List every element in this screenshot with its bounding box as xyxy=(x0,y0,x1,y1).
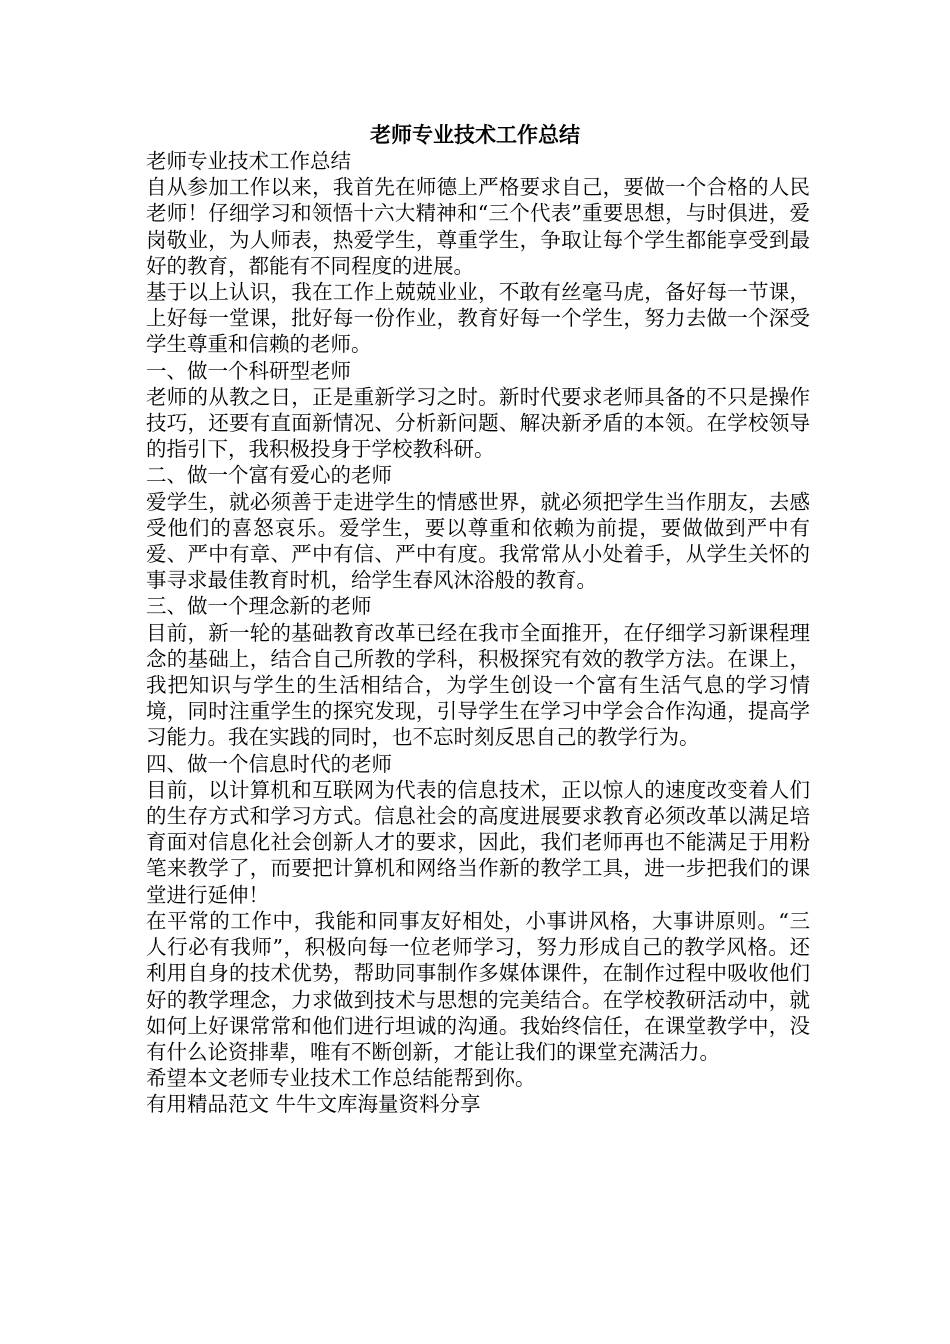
paragraph-closing: 希望本文老师专业技术工作总结能帮到你。 xyxy=(146,1066,536,1091)
section-heading-information-age: 四、做一个信息时代的老师 xyxy=(146,751,392,776)
paragraph-love: 爱学生，就必须善于走进学生的情感世界，就必须把学生当作朋友，去感受他们的喜怒哀乐。爱学生，要以尊重和依赖为前提，要做做到严中有爱、严中有章、严中有信、严中有度。我常常从小处着手，从学生关怀的事寻求最佳教育时机，给学生春风沐浴般的教育。 xyxy=(146,489,810,593)
paragraph-subtitle: 老师专业技术工作总结 xyxy=(146,149,351,173)
paragraph-attitude: 基于以上认识，我在工作上兢兢业业，不敢有丝毫马虎，备好每一节课，上好每一堂课，批好每一份作业，教育好每一个学生，努力去做一个深受学生尊重和信赖的老师。 xyxy=(146,280,810,357)
paragraph-intro: 自从参加工作以来，我首先在师德上严格要求自己，要做一个合格的人民老师！仔细学习和领悟十六大精神和“三个代表”重要思想，与时俱进，爱岗敬业，为人师表，热爱学生，尊重学生，争取让每个学生都能享受到最好的教育，都能有不同程度的进展。 xyxy=(146,175,810,278)
paragraph-colleagues: 在平常的工作中，我能和同事友好相处，小事讲风格，大事讲原则。“三人行必有我师”，积极向每一位老师学习，努力形成自己的教学风格。还利用自身的技术优势，帮助同事制作多媒体课件，在制作过程中吸收他们好的教学理念，力求做到技术与思想的完美结合。在学校教研活动中，就如何上好课常常和他们进行坦诚的沟通。我始终信任，在课堂教学中，没有什么论资排辈，唯有不断创新，才能让我们的课堂充满活力。 xyxy=(146,908,810,1064)
paragraph-information-age: 目前，以计算机和互联网为代表的信息技术，正以惊人的速度改变着人们的生存方式和学习方式。信息社会的高度进展要求教育必须改革以满足培育面对信息化社会创新人才的要求，因此，我们老师再也不能满足于用粉笔来教学了，而要把计算机和网络当作新的教学工具，进一步把我们的课堂进行延伸！ xyxy=(146,777,810,907)
document-title: 老师专业技术工作总结 xyxy=(370,122,580,147)
paragraph-research: 老师的从教之日，正是重新学习之时。新时代要求老师具备的不只是操作技巧，还要有直面新情况、分析新问题、解决新矛盾的本领。在学校领导的指引下，我积极投身于学校教科研。 xyxy=(146,384,810,462)
document-body xyxy=(146,148,810,1118)
section-heading-new-ideas: 三、做一个理念新的老师 xyxy=(146,594,372,619)
paragraph-new-ideas: 目前，新一轮的基础教育改革已经在我市全面推开，在仔细学习新课程理念的基础上，结合自己所教的学科，积极探究有效的教学方法。在课上，我把知识与学生的生活相结合，为学生创设一个富有生活气息的学习情境，同时注重学生的探究发现，引导学生在学习中学会合作沟通，提高学习能力。我在实践的同时，也不忘时刻反思自己的教学行为。 xyxy=(146,620,810,750)
section-heading-love: 二、做一个富有爱心的老师 xyxy=(146,463,392,488)
paragraph-footer: 有用精品范文 牛牛文库海量资料分享 xyxy=(146,1092,481,1117)
section-heading-research: 一、做一个科研型老师 xyxy=(146,358,351,383)
